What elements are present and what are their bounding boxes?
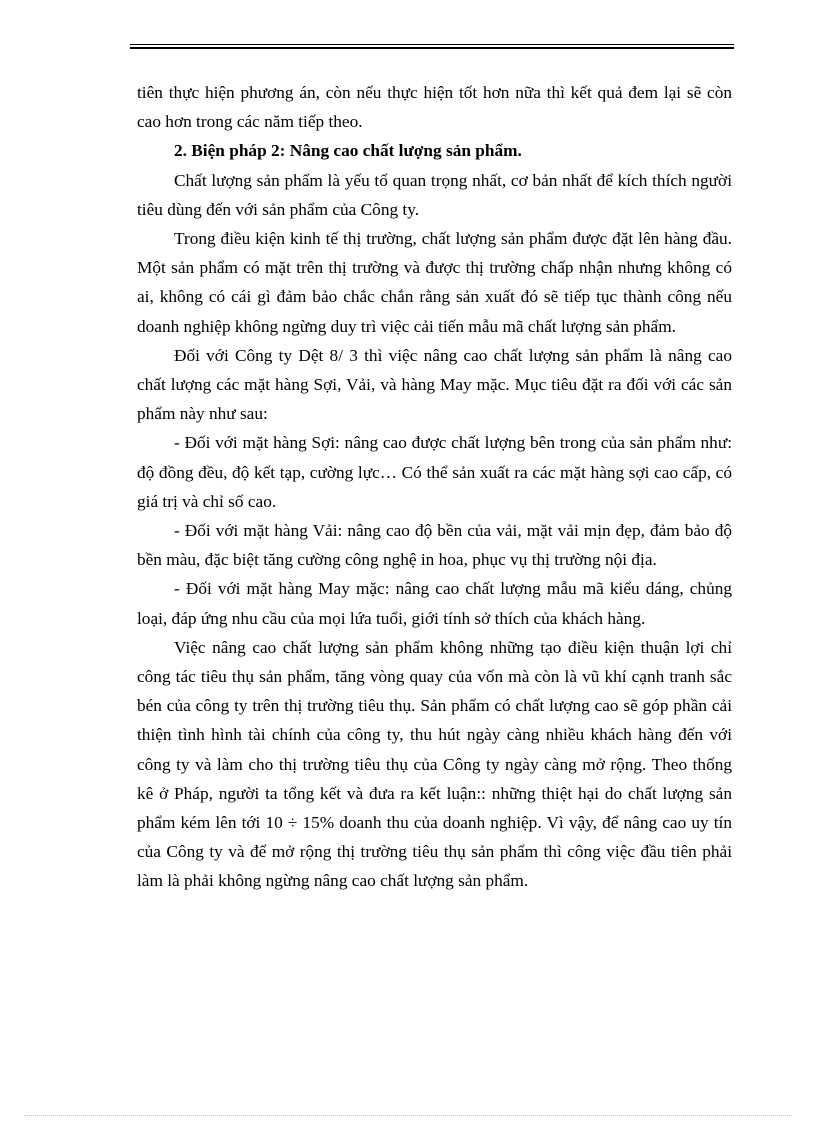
list-item-fabric: - Đối với mặt hàng Vải: nâng cao độ bền của vải, mặt vải mịn đẹp, đảm bảo độ bền màu, đặc biệt tăng cường công nghệ in hoa, phục vụ thị trường nội địa. xyxy=(137,521,732,570)
paragraph-continuation: tiên thực hiện phương án, còn nếu thực hiện tốt hơn nữa thì kết quả đem lại sẽ còn cao hơn trong các năm tiếp theo. xyxy=(137,83,732,132)
paragraph-market-conditions: Trong điều kiện kinh tế thị trường, chất lượng sản phẩm được đặt lên hàng đầu. Một sản phẩm có mặt trên thị trường và được thị trường chấp nhận nhưng không có ai, không có cái gì đảm bảo chắc chắn rằng sản xuất đó sẽ tiếp tục thành công nếu doanh nghiệp không ngừng duy trì việc cải tiến mẫu mã chất lượng sản phẩm. xyxy=(137,229,732,336)
list-item-yarn: - Đối với mặt hàng Sợi: nâng cao được chất lượng bên trong của sản phẩm như: độ đồng đều, độ kết tạp, cường lực… Có thể sản xuất ra các mặt hàng sợi cao cấp, có giá trị và chỉ số cao. xyxy=(137,433,732,511)
list-item-garment: - Đối với mặt hàng May mặc: nâng cao chất lượng mẫu mã kiểu dáng, chủng loại, đáp ứng nhu cầu của mọi lứa tuổi, giới tính sở thích của khách hàng. xyxy=(137,579,732,628)
paragraph-conclusion: Việc nâng cao chất lượng sản phẩm không những tạo điều kiện thuận lợi chỉ công tác tiêu thụ sản phẩm, tăng vòng quay của vốn mà còn là vũ khí cạnh tranh sắc bén của công ty trên thị trường tiêu thụ. Sản phẩm có chất lượng cao sẽ góp phần cải thiện tình hình tài chính của công ty, thu hút ngày càng nhiều khách hàng đến với công ty và làm cho thị trường tiêu thụ của Công ty ngày càng mở rộng. Theo thống kê ở Pháp, người ta tổng kết và đưa ra kết luận:: những thiệt hại do chất lượng sản phẩm kém lên tới 10 ÷ 15% doanh thu của doanh nghiệp. Vì vậy, để nâng cao uy tín của Công ty và để mở rộng thị trường tiêu thụ sản phẩm thì công việc đầu tiên phải làm là phải không ngừng nâng cao chất lượng sản phẩm. xyxy=(137,637,732,891)
paragraph-quality-importance: Chất lượng sản phẩm là yếu tố quan trọng nhất, cơ bản nhất để kích thích người tiêu dùng đến với sản phẩm của Công ty. xyxy=(137,170,732,219)
page-body xyxy=(137,78,732,896)
header-rule-thick xyxy=(130,47,734,49)
section-heading: 2. Biện pháp 2: Nâng cao chất lượng sản phẩm. xyxy=(174,141,522,161)
header-rule-thin xyxy=(130,44,734,45)
paragraph-company-goals: Đối với Công ty Dệt 8/ 3 thì việc nâng cao chất lượng sản phẩm là nâng cao chất lượng các mặt hàng Sợi, Vải, và hàng May mặc. Mục tiêu đặt ra đối với các sản phẩm này như sau: xyxy=(137,345,732,424)
page-bottom-divider xyxy=(24,1115,792,1116)
